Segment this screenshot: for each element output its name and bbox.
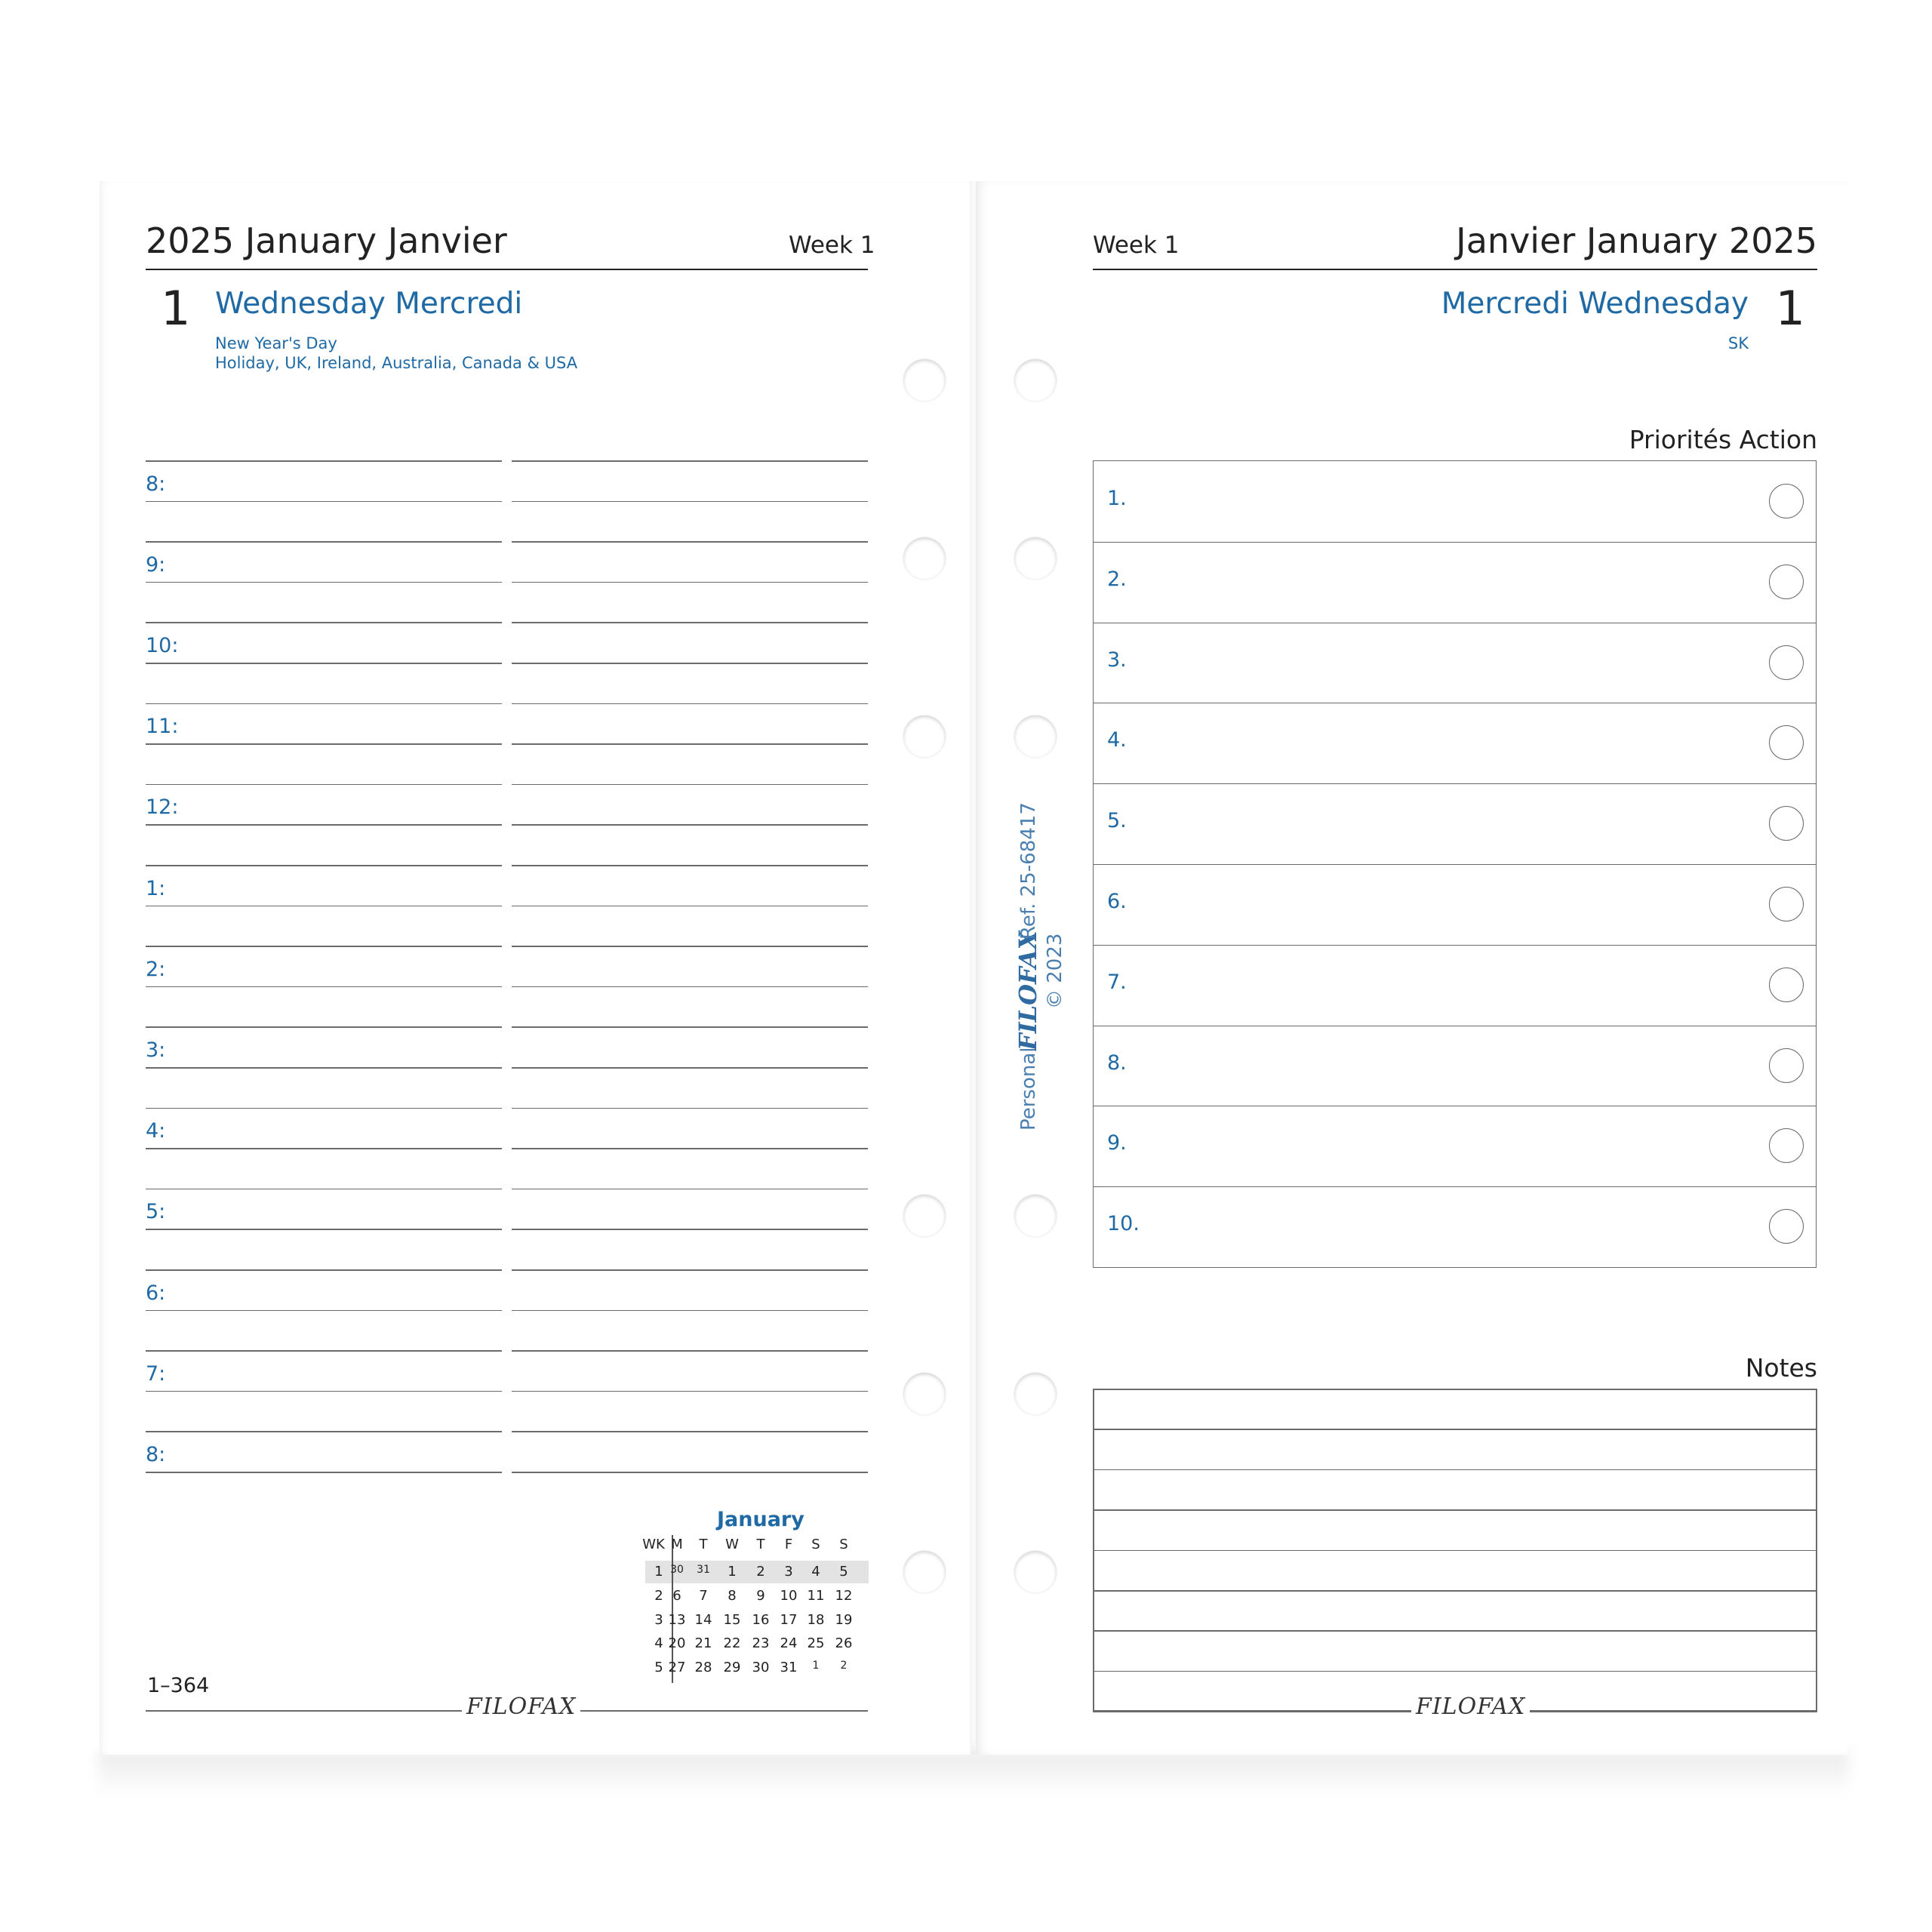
timeline-rule-right xyxy=(512,784,868,786)
notes-border-right xyxy=(1816,1389,1817,1711)
timeline-rule-right xyxy=(512,1350,868,1352)
mini-calendar-day: 30 xyxy=(752,1660,770,1675)
mini-calendar-week-number: 1 xyxy=(654,1564,663,1580)
mini-calendar-day: 19 xyxy=(835,1612,853,1628)
notes-rule xyxy=(1093,1550,1817,1552)
priority-checkbox[interactable] xyxy=(1769,1048,1804,1083)
left-day-name: Wednesday Mercredi xyxy=(215,287,523,321)
left-page-title: 2025 January Janvier xyxy=(146,220,507,261)
mini-calendar-day: 3 xyxy=(784,1564,793,1580)
timeline-rule-left xyxy=(146,703,502,705)
priority-checkbox[interactable] xyxy=(1769,725,1804,760)
timeline-rule-left xyxy=(146,1229,502,1230)
notes-title: Notes xyxy=(1745,1353,1817,1383)
timeline-rule-right xyxy=(512,582,868,583)
priority-number: 10. xyxy=(1107,1212,1140,1236)
ring-hole xyxy=(1014,537,1057,580)
spine-size-label: Personal xyxy=(1017,1047,1040,1131)
mini-calendar-day: 13 xyxy=(668,1612,686,1628)
left-day-number: 1 xyxy=(161,281,191,336)
name-day-initials: SK xyxy=(1727,334,1749,352)
timeline-rule-left xyxy=(146,1108,502,1109)
day-count: 1–364 xyxy=(147,1674,210,1697)
priority-number: 9. xyxy=(1107,1131,1127,1155)
priority-number: 1. xyxy=(1107,487,1127,510)
timeline-rule-left xyxy=(146,824,502,826)
timeline-rule-left xyxy=(146,784,502,786)
spine-copyright: © 2023 xyxy=(1044,933,1066,1009)
timeline-rule-left xyxy=(146,541,502,543)
timeline-rule-right xyxy=(512,946,868,947)
mini-calendar-day: 1 xyxy=(728,1564,737,1580)
priority-checkbox[interactable] xyxy=(1769,887,1804,921)
notes-rule xyxy=(1093,1509,1817,1511)
timeline-rule-left xyxy=(146,1269,502,1271)
priority-number: 3. xyxy=(1107,648,1127,672)
time-slot-label: 5: xyxy=(146,1200,166,1224)
left-week-label: Week 1 xyxy=(789,232,875,259)
priority-row-divider xyxy=(1094,783,1816,784)
time-slot-label: 8: xyxy=(146,472,166,496)
timeline-rule-left xyxy=(146,501,502,503)
time-slot-label: 7: xyxy=(146,1361,166,1386)
timeline-rule-left xyxy=(146,1026,502,1028)
mini-calendar-day: 1 xyxy=(812,1660,820,1672)
ring-hole xyxy=(903,1195,946,1237)
priority-checkbox[interactable] xyxy=(1769,484,1804,518)
time-slot-label: 4: xyxy=(146,1119,166,1143)
timeline-rule-right xyxy=(512,986,868,988)
notes-rule xyxy=(1093,1429,1817,1430)
mini-calendar-day: 28 xyxy=(694,1660,712,1675)
mini-calendar-month: January xyxy=(717,1508,804,1531)
time-slot-label: 12: xyxy=(146,795,179,820)
timeline-rule-right xyxy=(512,743,868,745)
priority-row-divider xyxy=(1094,945,1816,946)
timeline-rule-right xyxy=(512,1472,868,1473)
timeline-rule-right xyxy=(512,541,868,543)
mini-calendar-day: 2 xyxy=(756,1564,765,1580)
mini-calendar-day: 4 xyxy=(811,1564,820,1580)
timeline-rule-right xyxy=(512,501,868,503)
timeline-rule-left xyxy=(146,1472,502,1473)
ring-hole xyxy=(1014,1195,1057,1237)
ring-hole xyxy=(903,1551,946,1593)
mini-calendar-day: 25 xyxy=(807,1635,825,1651)
mini-calendar-day: 5 xyxy=(839,1564,848,1580)
time-slot-label: 9: xyxy=(146,552,166,577)
right-week-label: Week 1 xyxy=(1093,232,1180,259)
mini-calendar-day: 10 xyxy=(780,1588,798,1604)
spine-brand: FILOFAX xyxy=(1014,931,1042,1051)
priority-number: 2. xyxy=(1107,567,1127,591)
mini-calendar-day: 17 xyxy=(780,1612,798,1628)
timeline-rule-right xyxy=(512,460,868,462)
mini-calendar-day: 27 xyxy=(668,1660,686,1675)
mini-calendar-day: 22 xyxy=(723,1635,741,1651)
mini-calendar-day: 11 xyxy=(807,1588,825,1604)
ring-hole xyxy=(1014,715,1057,758)
timeline-rule-left xyxy=(146,1189,502,1190)
timeline-rule-right xyxy=(512,1067,868,1069)
time-slot-label: 6: xyxy=(146,1281,166,1305)
mini-calendar-day: 7 xyxy=(699,1588,708,1604)
priority-checkbox[interactable] xyxy=(1769,645,1804,680)
right-day-name: Mercredi Wednesday xyxy=(1441,287,1749,321)
mini-calendar-week-number: 5 xyxy=(654,1660,663,1675)
priority-number: 6. xyxy=(1107,890,1127,913)
timeline-rule-left xyxy=(146,1431,502,1432)
spread-shadow xyxy=(98,1751,1849,1796)
mini-calendar-day: 30 xyxy=(670,1564,684,1576)
mini-calendar-header: T xyxy=(756,1537,765,1552)
mini-calendar-day: 26 xyxy=(835,1635,853,1651)
mini-calendar-header: F xyxy=(784,1537,793,1552)
timeline-rule-left xyxy=(146,1350,502,1352)
notes-rule xyxy=(1093,1630,1817,1632)
timeline-rule-right xyxy=(512,703,868,705)
mini-calendar-header: WK xyxy=(642,1537,665,1552)
notes-rule xyxy=(1093,1389,1817,1390)
left-header-rule xyxy=(146,269,868,270)
timeline-rule-left xyxy=(146,946,502,947)
mini-calendar-header: M xyxy=(671,1537,683,1552)
mini-calendar-day: 31 xyxy=(780,1660,798,1675)
timeline-rule-right xyxy=(512,865,868,866)
timeline-rule-right xyxy=(512,824,868,826)
mini-calendar-day: 29 xyxy=(723,1660,741,1675)
timeline-rule-right xyxy=(512,1391,868,1392)
right-filofax-logo: FILOFAX xyxy=(1411,1694,1530,1720)
timeline-rule-right xyxy=(512,1229,868,1230)
mini-calendar-day: 15 xyxy=(723,1612,741,1628)
timeline-rule-left xyxy=(146,1391,502,1392)
timeline-rule-left xyxy=(146,582,502,583)
timeline-rule-right xyxy=(512,1189,868,1190)
time-slot-label: 10: xyxy=(146,634,179,657)
mini-calendar-day: 2 xyxy=(840,1660,848,1672)
timeline-rule-left xyxy=(146,1067,502,1069)
priority-number: 5. xyxy=(1107,809,1127,833)
timeline-rule-left xyxy=(146,460,502,462)
priority-row-divider xyxy=(1094,542,1816,543)
notes-rule xyxy=(1093,1671,1817,1672)
timeline-rule-right xyxy=(512,1108,868,1109)
mini-calendar-day: 9 xyxy=(756,1588,765,1604)
left-page xyxy=(100,181,971,1755)
mini-calendar-day: 21 xyxy=(694,1635,712,1651)
priority-row-divider xyxy=(1094,864,1816,865)
mini-calendar-day: 8 xyxy=(728,1588,737,1604)
mini-calendar-header: S xyxy=(811,1537,820,1552)
timeline-rule-right xyxy=(512,1431,868,1432)
priority-checkbox[interactable] xyxy=(1769,1128,1804,1163)
priorities-title: Priorités Action xyxy=(1629,425,1817,454)
mini-calendar-week-number: 4 xyxy=(654,1635,663,1651)
mini-calendar-day: 18 xyxy=(807,1612,825,1628)
ring-hole xyxy=(1014,359,1057,401)
timeline-rule-right xyxy=(512,1310,868,1312)
time-slot-label: 3: xyxy=(146,1038,166,1062)
priority-row-divider xyxy=(1094,1186,1816,1187)
mini-calendar-header: W xyxy=(725,1537,739,1552)
timeline-rule-left xyxy=(146,622,502,623)
mini-calendar-header: T xyxy=(699,1537,708,1552)
holiday-name: New Year's Day xyxy=(215,334,337,352)
ring-hole xyxy=(903,359,946,401)
ring-hole xyxy=(1014,1551,1057,1593)
mini-calendar-day: 16 xyxy=(752,1612,770,1628)
notes-border-left xyxy=(1093,1389,1094,1711)
time-slot-label: 11: xyxy=(146,715,179,739)
timeline-rule-right xyxy=(512,1026,868,1028)
timeline-rule-left xyxy=(146,865,502,866)
mini-calendar-day: 20 xyxy=(668,1635,686,1651)
right-page-title: Janvier January 2025 xyxy=(1456,220,1817,261)
priorities-table xyxy=(1093,460,1817,1268)
right-day-number: 1 xyxy=(1775,281,1805,336)
time-slot-label: 2: xyxy=(146,957,166,981)
ring-hole xyxy=(903,715,946,758)
timeline-rule-right xyxy=(512,1148,868,1149)
notes-rule xyxy=(1093,1590,1817,1592)
mini-calendar-day: 23 xyxy=(752,1635,770,1651)
timeline-rule-left xyxy=(146,663,502,664)
mini-calendar-day: 31 xyxy=(697,1564,710,1576)
mini-calendar-day: 14 xyxy=(694,1612,712,1628)
mini-calendar-day: 24 xyxy=(780,1635,798,1651)
spine-ref: Ref. 25-68417 xyxy=(1017,802,1040,940)
time-slot-label: 8: xyxy=(146,1443,166,1466)
left-filofax-logo: FILOFAX xyxy=(462,1694,580,1720)
priority-checkbox[interactable] xyxy=(1769,565,1804,599)
timeline-rule-left xyxy=(146,1148,502,1149)
notes-rule xyxy=(1093,1469,1817,1471)
right-header-rule xyxy=(1093,269,1817,270)
timeline-rule-left xyxy=(146,1310,502,1312)
mini-calendar-day: 6 xyxy=(672,1588,681,1604)
timeline-rule-left xyxy=(146,743,502,745)
timeline-rule-right xyxy=(512,663,868,664)
priority-number: 8. xyxy=(1107,1051,1127,1075)
priority-number: 4. xyxy=(1107,728,1127,752)
timeline-rule-right xyxy=(512,906,868,907)
timeline-rule-right xyxy=(512,1269,868,1271)
ring-hole xyxy=(1014,1373,1057,1415)
timeline-rule-left xyxy=(146,906,502,907)
timeline-rule-left xyxy=(146,986,502,988)
timeline-rule-right xyxy=(512,622,868,623)
priority-number: 7. xyxy=(1107,970,1127,994)
holiday-note: Holiday, UK, Ireland, Australia, Canada & USA xyxy=(215,354,578,372)
ring-hole xyxy=(903,537,946,580)
mini-calendar-week-number: 3 xyxy=(654,1612,663,1628)
ring-hole xyxy=(903,1373,946,1415)
priority-checkbox[interactable] xyxy=(1769,1209,1804,1244)
mini-calendar-day: 12 xyxy=(835,1588,853,1604)
time-slot-label: 1: xyxy=(146,876,166,900)
priority-checkbox[interactable] xyxy=(1769,806,1804,841)
mini-calendar-week-number: 2 xyxy=(654,1588,663,1604)
mini-calendar-header: S xyxy=(839,1537,848,1552)
priority-checkbox[interactable] xyxy=(1769,968,1804,1002)
